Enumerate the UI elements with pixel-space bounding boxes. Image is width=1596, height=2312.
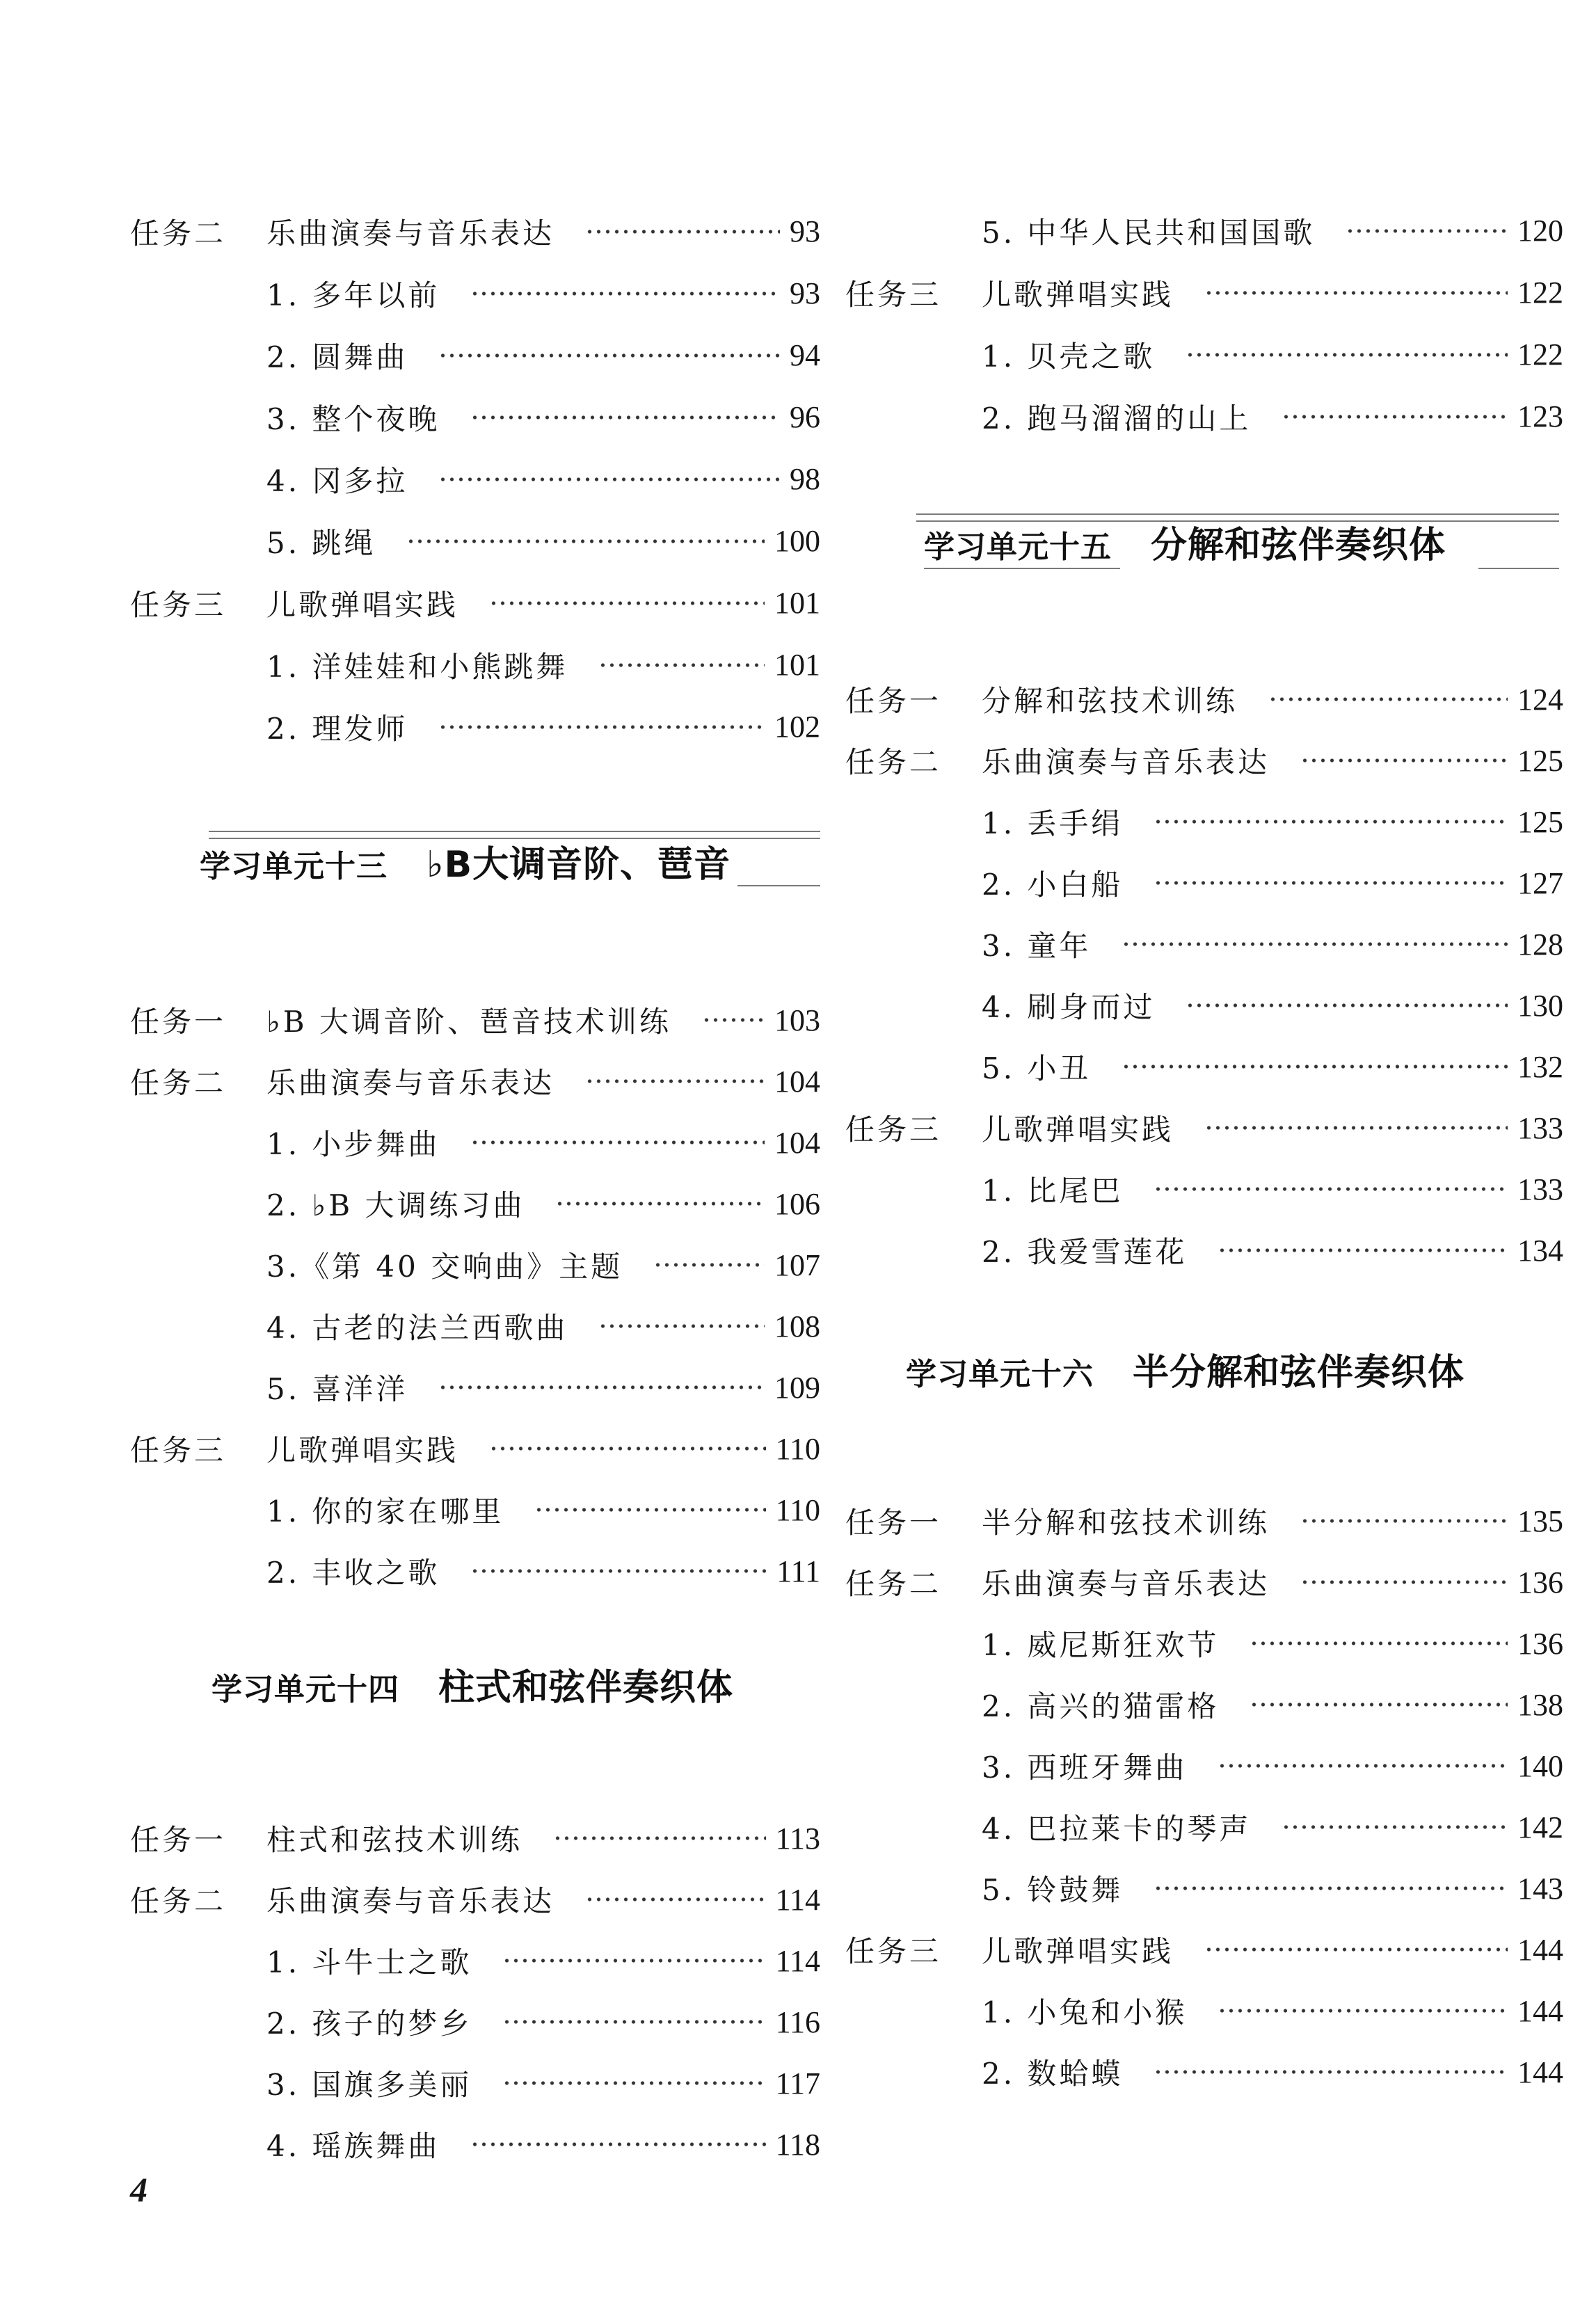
dot-leader	[1250, 1698, 1508, 1712]
toc-section	[845, 1490, 1563, 2103]
toc-sub-entry	[130, 1991, 820, 2052]
toc-sub-entry	[130, 510, 820, 572]
entry-title: 3. 童年	[982, 929, 1092, 963]
entry-title: 2. 数蛤蟆	[982, 2057, 1124, 2091]
toc-sub-entry	[845, 1980, 1563, 2041]
dot-leader	[1218, 1243, 1508, 1257]
entry-title: 4. 巴拉莱卡的琴声	[982, 1812, 1252, 1846]
page-ref: 144	[1517, 2055, 1563, 2089]
entry-title: 2. 跑马溜溜的山上	[982, 401, 1252, 436]
page-ref: 122	[1517, 337, 1563, 372]
dot-leader	[1282, 410, 1508, 424]
page-ref: 123	[1517, 399, 1563, 433]
dot-leader	[1204, 286, 1508, 300]
toc-task-entry	[130, 989, 820, 1051]
toc-section	[130, 200, 820, 758]
toc-sub-entry	[845, 1674, 1563, 1735]
dot-leader	[438, 1380, 765, 1394]
entry-title: 柱式和弦技术训练	[266, 1823, 523, 1857]
dot-leader	[1218, 2004, 1508, 2018]
entry-title: 乐曲演奏与音乐表达	[266, 1884, 555, 1918]
toc-task-entry	[130, 1808, 820, 1869]
toc-sub-entry	[130, 1234, 820, 1295]
dot-leader	[598, 658, 765, 672]
toc-sub-entry	[130, 1479, 820, 1540]
dot-leader	[553, 1831, 766, 1845]
dot-leader	[1204, 1121, 1508, 1135]
toc-sub-entry	[130, 1930, 820, 1991]
toc-sub-entry	[130, 448, 820, 510]
page-ref: 101	[774, 648, 820, 682]
dot-leader	[470, 1135, 765, 1149]
toc-task-entry	[130, 1418, 820, 1479]
page-ref: 113	[775, 1821, 820, 1856]
entry-title: 4. 瑶族舞曲	[266, 2129, 440, 2163]
dot-leader	[1346, 224, 1508, 238]
entry-title: 2. 丰收之歌	[266, 1556, 440, 1590]
dot-leader	[598, 1319, 765, 1333]
toc-sub-entry	[130, 386, 820, 448]
dot-leader	[1186, 998, 1508, 1012]
task-label: 任务三	[845, 1113, 942, 1147]
page-ref: 136	[1517, 1626, 1563, 1661]
dot-leader	[1154, 1881, 1508, 1895]
toc-sub-entry	[845, 1220, 1563, 1281]
toc-sub-entry	[845, 200, 1563, 262]
page-ref: 107	[774, 1247, 820, 1282]
toc-sub-entry	[130, 324, 820, 386]
toc-sub-entry	[845, 385, 1563, 447]
dot-leader	[1154, 876, 1508, 890]
dot-leader	[470, 410, 780, 424]
toc-task-entry	[130, 1869, 820, 1930]
page-ref: 109	[774, 1370, 820, 1405]
toc-sub-entry	[130, 2114, 820, 2175]
entry-title: 儿歌弹唱实践	[982, 1113, 1174, 1147]
entry-title: 5. 小丑	[982, 1051, 1092, 1085]
task-label: 任务一	[130, 1005, 227, 1039]
dot-leader	[1218, 1759, 1508, 1773]
page-ref: 114	[775, 1882, 820, 1917]
unit-label: 学习单元十四	[212, 1672, 399, 1707]
dot-leader	[489, 1442, 766, 1456]
entry-title: 儿歌弹唱实践	[982, 1934, 1174, 1968]
page-ref: 142	[1517, 1810, 1563, 1844]
toc-task-entry	[845, 1097, 1563, 1158]
toc-task-entry	[845, 1552, 1563, 1613]
dot-leader	[585, 225, 780, 239]
toc-task-entry	[130, 200, 820, 262]
unit-label: 学习单元十六	[906, 1357, 1094, 1392]
task-label: 任务一	[845, 684, 942, 718]
dot-leader	[1186, 348, 1508, 362]
task-label: 任务三	[845, 277, 942, 312]
entry-title: 4. 古老的法兰西歌曲	[266, 1311, 568, 1345]
page-ref: 134	[1517, 1233, 1563, 1268]
toc-sub-entry	[845, 852, 1563, 914]
toc-sub-entry	[845, 1796, 1563, 1858]
page-ref: 93	[790, 214, 820, 248]
page-ref: 98	[790, 462, 820, 496]
unit-heading	[906, 1341, 1465, 1404]
page-ref: 133	[1517, 1172, 1563, 1206]
page-ref: 100	[774, 524, 820, 558]
unit-title: 半分解和弦伴奏织体	[1133, 1352, 1465, 1394]
page-ref: 96	[790, 400, 820, 434]
toc-section	[845, 669, 1563, 1281]
page-ref: 144	[1517, 1932, 1563, 1967]
page-ref: 140	[1517, 1748, 1563, 1783]
dot-leader	[702, 1013, 765, 1027]
entry-title: 2. ♭B 大调练习曲	[266, 1188, 525, 1222]
entry-title: 2. 高兴的猫雷格	[982, 1689, 1220, 1723]
toc-sub-entry	[845, 2041, 1563, 2103]
dot-leader	[653, 1258, 765, 1272]
toc-sub-entry	[130, 1540, 820, 1602]
toc-sub-entry	[130, 262, 820, 324]
toc-sub-entry	[845, 1036, 1563, 1097]
page-ref: 136	[1517, 1565, 1563, 1600]
entry-title: 1. 贝壳之歌	[982, 339, 1156, 374]
task-label: 任务三	[130, 587, 227, 622]
toc-sub-entry	[845, 791, 1563, 852]
unit-heading	[212, 1657, 733, 1719]
page-ref: 118	[775, 2127, 820, 2162]
page-ref: 111	[776, 1554, 820, 1588]
dot-leader	[1154, 815, 1508, 829]
page-ref: 104	[774, 1125, 820, 1160]
dot-leader	[438, 472, 780, 486]
unit-title: 柱式和弦伴奏织体	[438, 1667, 734, 1709]
page-ref: 106	[774, 1186, 820, 1221]
toc-sub-entry	[845, 1858, 1563, 1919]
toc-sub-entry	[130, 696, 820, 758]
entry-title: 1. 小兔和小猴	[982, 1995, 1188, 2030]
page-ref: 125	[1517, 804, 1563, 839]
dot-leader	[1300, 1575, 1508, 1589]
entry-title: 3. 整个夜晚	[266, 401, 440, 436]
toc-sub-entry	[130, 634, 820, 696]
unit-label: 学习单元十三	[200, 849, 388, 884]
task-label: 任务二	[130, 216, 227, 250]
toc-sub-entry	[130, 1173, 820, 1234]
entry-title: 1. 多年以前	[266, 278, 440, 312]
task-label: 任务二	[130, 1066, 227, 1100]
dot-leader	[489, 596, 765, 610]
dot-leader	[470, 1564, 767, 1578]
page-ref: 117	[775, 2066, 820, 2100]
toc-task-entry	[845, 730, 1563, 791]
toc-sub-entry	[845, 1735, 1563, 1796]
task-label: 任务一	[845, 1506, 942, 1540]
toc-sub-entry	[845, 324, 1563, 385]
task-label: 任务三	[130, 1433, 227, 1467]
page-ref: 101	[774, 586, 820, 620]
dot-leader	[1282, 1820, 1508, 1834]
dot-leader	[1204, 1943, 1508, 1956]
dot-leader	[1154, 2065, 1508, 2079]
toc-task-entry	[845, 262, 1563, 324]
toc-task-entry	[845, 1490, 1563, 1552]
toc-sub-entry	[845, 975, 1563, 1036]
task-label: 任务一	[130, 1823, 227, 1857]
entry-title: 4. 冈多拉	[266, 463, 408, 498]
page-ref: 108	[774, 1309, 820, 1344]
decorative-rule	[209, 831, 820, 832]
entry-title: 乐曲演奏与音乐表达	[982, 745, 1270, 779]
dot-leader	[470, 2137, 765, 2151]
entry-title: 5. 铃鼓舞	[982, 1873, 1124, 1907]
decorative-rule	[737, 885, 820, 886]
page-ref: 130	[1517, 988, 1563, 1023]
entry-title: 2. 圆舞曲	[266, 340, 408, 374]
page-ref: 103	[774, 1003, 820, 1037]
page-ref: 110	[775, 1431, 820, 1466]
unit-heading	[924, 514, 1446, 577]
task-label: 任务二	[130, 1884, 227, 1918]
entry-title: 1. 洋娃娃和小熊跳舞	[266, 649, 568, 684]
unit-title: ♭B大调音阶、琶音	[426, 844, 731, 886]
entry-title: 乐曲演奏与音乐表达	[266, 1066, 555, 1100]
entry-title: 1. 威尼斯狂欢节	[982, 1628, 1220, 1662]
entry-title: 1. 丢手绢	[982, 806, 1124, 840]
unit-label: 学习单元十五	[924, 529, 1112, 565]
page-ref: 143	[1517, 1871, 1563, 1906]
page-ref: 124	[1517, 682, 1563, 717]
entry-title: 2. 我爱雪莲花	[982, 1235, 1188, 1269]
page-ref: 127	[1517, 866, 1563, 900]
dot-leader	[585, 1074, 765, 1088]
toc-sub-entry	[845, 1158, 1563, 1220]
page-ref: 94	[790, 338, 820, 372]
entry-title: 2. 小白船	[982, 868, 1124, 902]
decorative-rule	[1478, 568, 1559, 569]
entry-title: 乐曲演奏与音乐表达	[266, 216, 555, 250]
dot-leader	[502, 1954, 765, 1968]
entry-title: ♭B 大调音阶、琶音技术训练	[266, 1005, 672, 1039]
page-ref: 144	[1517, 1993, 1563, 2028]
entry-title: 5. 喜洋洋	[266, 1372, 408, 1406]
dot-leader	[1154, 1182, 1508, 1196]
toc-sub-entry	[845, 1613, 1563, 1674]
task-label: 任务三	[845, 1934, 942, 1968]
toc-section	[845, 200, 1563, 447]
page-ref: 138	[1517, 1687, 1563, 1722]
page-ref: 122	[1517, 276, 1563, 310]
page-ref: 132	[1517, 1049, 1563, 1084]
toc-section	[130, 1808, 820, 2175]
dot-leader	[502, 2015, 765, 2029]
entry-title: 2. 孩子的梦乡	[266, 2007, 472, 2041]
unit-title: 分解和弦伴奏织体	[1151, 525, 1446, 566]
page-ref: 116	[775, 2004, 820, 2039]
entry-title: 5. 跳绳	[266, 525, 376, 560]
toc-sub-entry	[130, 1357, 820, 1418]
entry-title: 1. 比尾巴	[982, 1174, 1124, 1208]
dot-leader	[1300, 1514, 1508, 1528]
entry-title: 分解和弦技术训练	[982, 684, 1238, 718]
entry-title: 5. 中华人民共和国国歌	[982, 215, 1316, 250]
page-ref: 104	[774, 1064, 820, 1099]
task-label: 任务二	[845, 1567, 942, 1601]
entry-title: 1. 斗牛士之歌	[266, 1945, 472, 1979]
dot-leader	[1122, 937, 1508, 951]
dot-leader	[470, 287, 780, 301]
page-ref: 110	[775, 1492, 820, 1527]
page-ref: 133	[1517, 1110, 1563, 1145]
toc-section	[130, 989, 820, 1602]
page-number: 4	[130, 2170, 147, 2209]
toc-task-entry	[130, 1051, 820, 1112]
dot-leader	[502, 2076, 765, 2090]
dot-leader	[1122, 1060, 1508, 1074]
entry-title: 儿歌弹唱实践	[266, 587, 459, 622]
toc-sub-entry	[130, 1112, 820, 1173]
page-ref: 114	[775, 1943, 820, 1978]
entry-title: 3.《第 40 交响曲》主题	[266, 1250, 623, 1284]
entry-title: 1. 小步舞曲	[266, 1127, 440, 1161]
entry-title: 乐曲演奏与音乐表达	[982, 1567, 1270, 1601]
entry-title: 3. 西班牙舞曲	[982, 1751, 1188, 1785]
task-label: 任务二	[845, 745, 942, 779]
entry-title: 4. 刷身而过	[982, 990, 1156, 1024]
page-ref: 128	[1517, 927, 1563, 962]
page-ref: 102	[774, 710, 820, 744]
dot-leader	[406, 534, 765, 548]
entry-title: 2. 理发师	[266, 711, 408, 746]
toc-sub-entry	[130, 2052, 820, 2114]
dot-leader	[438, 720, 765, 734]
dot-leader	[534, 1503, 765, 1517]
entry-title: 儿歌弹唱实践	[266, 1433, 459, 1467]
page-ref: 135	[1517, 1504, 1563, 1538]
dot-leader	[585, 1892, 766, 1906]
page-ref: 120	[1517, 214, 1563, 248]
unit-heading	[200, 834, 731, 896]
entry-title: 3. 国旗多美丽	[266, 2068, 472, 2102]
dot-leader	[438, 349, 780, 362]
toc-task-entry	[845, 1919, 1563, 1980]
entry-title: 半分解和弦技术训练	[982, 1506, 1270, 1540]
dot-leader	[1268, 692, 1508, 706]
page-ref: 125	[1517, 743, 1563, 778]
dot-leader	[1250, 1636, 1508, 1650]
toc-sub-entry	[130, 1295, 820, 1357]
toc-task-entry	[130, 572, 820, 634]
entry-title: 儿歌弹唱实践	[982, 277, 1174, 312]
entry-title: 1. 你的家在哪里	[266, 1494, 504, 1529]
toc-task-entry	[845, 669, 1563, 730]
page-ref: 93	[790, 276, 820, 310]
dot-leader	[1300, 754, 1508, 767]
dot-leader	[555, 1197, 765, 1211]
toc-sub-entry	[845, 914, 1563, 975]
